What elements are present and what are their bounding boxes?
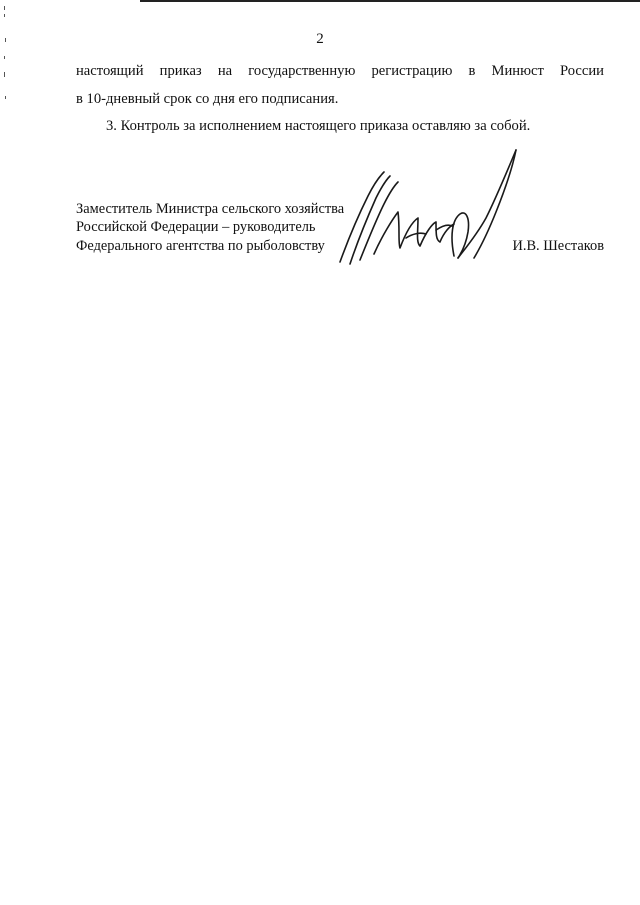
control-paragraph: 3. Контроль за исполнением настоящего приказа оставляю за собой.	[106, 118, 531, 134]
signatory-title-line: Федерального агентства по рыболовству	[76, 238, 325, 254]
paragraph-line: настоящий приказ на государственную регистрацию в Минюст России	[76, 63, 604, 79]
scan-top-edge	[140, 0, 640, 2]
signatory-title-line: Заместитель Министра сельского хозяйства	[76, 201, 345, 217]
signatory-name: И.В. Шестаков	[512, 238, 604, 254]
scan-edge-marks	[0, 0, 10, 120]
paragraph-line: в 10-дневный срок со дня его подписания.	[76, 91, 339, 107]
page-number: 2	[316, 31, 324, 47]
signatory-title-line: Российской Федерации – руководитель	[76, 219, 316, 235]
